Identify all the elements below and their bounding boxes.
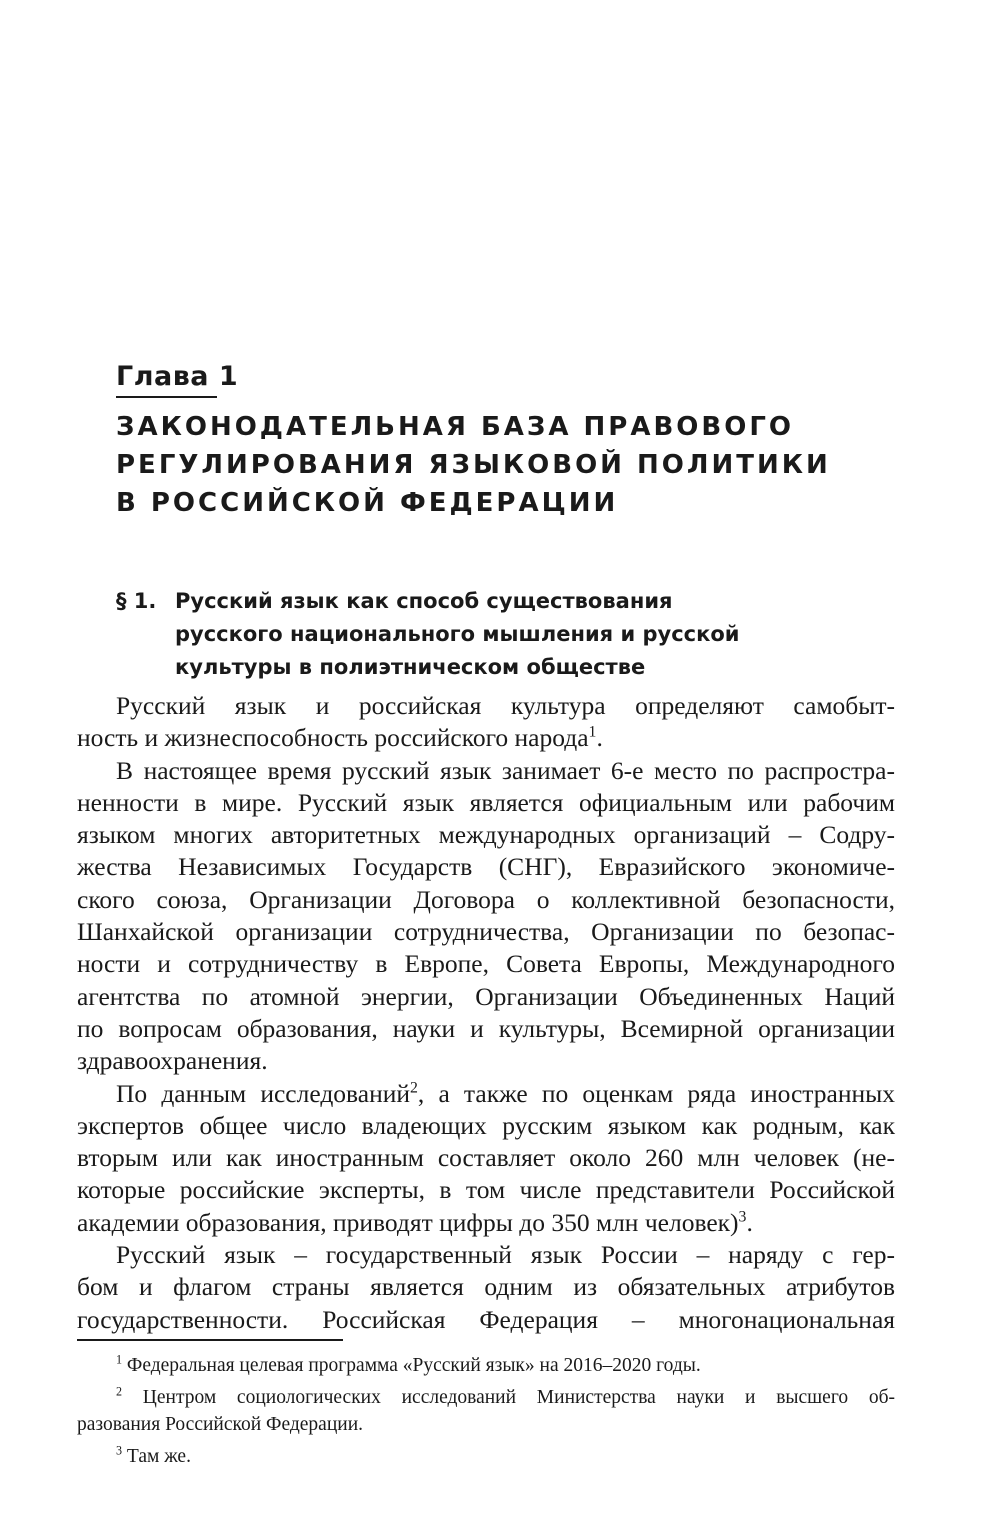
footnote-marker: 1	[116, 1352, 123, 1367]
paragraph	[77, 755, 895, 1078]
text-line: ненности в мире. Русский язык является официальным или рабочим	[77, 787, 895, 817]
footnote-marker: 3	[116, 1443, 123, 1457]
chapter-title-line: ЗАКОНОДАТЕЛЬНАЯ БАЗА ПРАВОВОГО	[116, 412, 794, 442]
text-line: По данным исследований$^2$, а также по оценкам ряда иностранных	[116, 1078, 895, 1108]
chapter-title	[116, 408, 831, 522]
text-line: Шанхайской организации сотрудничества, Организации по безопас-	[77, 917, 895, 947]
footnote	[77, 1443, 895, 1471]
text-line: Русский язык и российская культура определяют самобыт-	[116, 691, 895, 720]
paragraph	[77, 690, 895, 755]
section-number: § 1.	[116, 589, 157, 613]
text-line: ность и жизнеспособность российского народа$^1$.	[77, 723, 603, 753]
text-line: которые российские эксперты, в том числе представители Российской	[77, 1175, 895, 1205]
text-line: здравоохранения.	[77, 1046, 268, 1076]
section-title-text: Русский язык как способ существования	[175, 589, 673, 613]
text-line: В настоящее время русский язык занимает 6-е место по распростра-	[116, 755, 895, 785]
text-line: агентства по атомной энергии, Организации Объединенных Наций	[77, 981, 895, 1011]
footnote-separator	[77, 1339, 343, 1341]
footnote	[77, 1352, 895, 1380]
section-heading-line: культуры в полиэтническом обществе	[175, 655, 646, 679]
chapter-title-line: РЕГУЛИРОВАНИЯ ЯЗЫКОВОЙ ПОЛИТИКИ	[116, 450, 831, 480]
text-line: экспертов общее число владеющих русским языком как родным, как	[77, 1110, 895, 1140]
footnote-line: $^1$ Федеральная целевая программа «Русский язык» на 2016–2020 годы.	[116, 1352, 701, 1376]
section-heading-line	[116, 585, 740, 618]
footnote	[77, 1384, 895, 1439]
text-line: жества Независимых Государств (СНГ), Евразийского экономиче-	[77, 852, 895, 882]
text-line: Русский язык – государственный язык России – наряду с гер-	[116, 1240, 895, 1270]
text-line: по вопросам образования, науки и культуры, Всемирной организации	[77, 1013, 895, 1043]
paragraph	[77, 1078, 895, 1239]
footnotes	[77, 1352, 895, 1470]
text-line: ского союза, Организации Договора о коллективной безопасности,	[77, 884, 895, 914]
paragraph	[77, 1239, 895, 1336]
footnote-line: разования Российской Федерации.	[77, 1414, 364, 1435]
footnote-ref[interactable]: 3	[738, 1208, 747, 1226]
text-line: государственности. Российская Федерация – многонациональная	[77, 1304, 895, 1334]
text-line: вторым или как иностранным составляет около 260 млн человек (не-	[77, 1143, 895, 1173]
section-heading	[116, 585, 740, 684]
footnote-ref[interactable]: 1	[588, 723, 597, 741]
text-line: академии образования, приводят цифры до 350 млн человек)$^3$.	[77, 1207, 753, 1237]
text-line: ности и сотрудничеству в Европе, Совета Европы, Международного	[77, 949, 895, 979]
chapter-label: Глава 1	[116, 361, 239, 392]
chapter-label-underline	[116, 396, 217, 398]
footnote-line: $^2$ Центром социологических исследований Министерства науки и высшего об-	[116, 1384, 895, 1408]
text-line: языком многих авторитетных международных организаций – Содру-	[77, 820, 895, 850]
section-heading-line: русского национального мышления и русской	[175, 622, 740, 646]
chapter-title-line: В РОССИЙСКОЙ ФЕДЕРАЦИИ	[116, 488, 619, 518]
footnote-marker: 2	[116, 1384, 123, 1398]
footnote-line: $^3$ Там же.	[116, 1443, 191, 1467]
footnote-ref[interactable]: 2	[410, 1079, 418, 1097]
text-line: бом и флагом страны является одним из обязательных атрибутов	[77, 1272, 895, 1302]
body-text	[77, 690, 895, 1336]
